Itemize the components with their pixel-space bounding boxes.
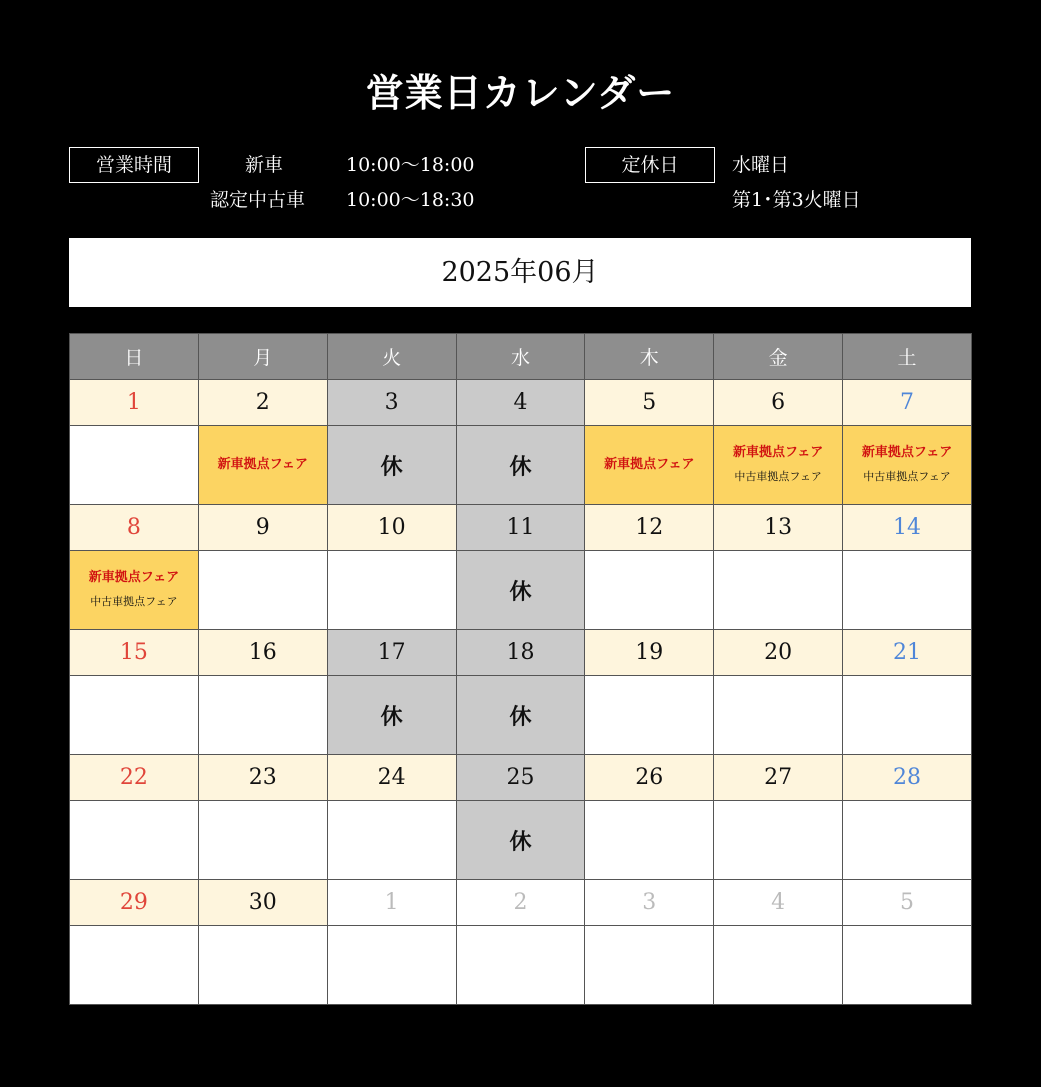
date-cell-thu[interactable]: 12 [585, 505, 714, 551]
date-row [70, 630, 972, 676]
date-cell-mon[interactable]: 16 [198, 630, 327, 676]
event-row [70, 926, 972, 1005]
event-cell-thu[interactable] [585, 676, 714, 755]
date-cell-sun[interactable]: 15 [70, 630, 199, 676]
date-cell-sun[interactable]: 22 [70, 755, 199, 801]
holiday-line-1: 水曜日 [732, 154, 790, 176]
date-cell-mon[interactable]: 30 [198, 880, 327, 926]
month-header: 2025年06月 [69, 238, 971, 307]
date-cell-sun[interactable]: 29 [70, 880, 199, 926]
new-car-fair-label: 新車拠点フェア [861, 445, 953, 460]
date-cell-mon[interactable]: 9 [198, 505, 327, 551]
event-cell-tue[interactable] [327, 926, 456, 1005]
event-cell-thu[interactable] [585, 801, 714, 880]
page-title: 営業日カレンダー [365, 71, 676, 115]
event-cell-thu[interactable] [585, 426, 714, 505]
date-cell-sun[interactable]: 8 [70, 505, 199, 551]
event-cell-sun[interactable] [70, 676, 199, 755]
event-cell-sat[interactable] [843, 801, 972, 880]
weekday-thu: 木 [585, 334, 714, 380]
closed-label: 休 [509, 704, 532, 730]
used-car-fair-label: 中古車拠点フェア [734, 470, 822, 483]
new-car-fair-label: 新車拠点フェア [732, 445, 824, 460]
date-row [70, 505, 972, 551]
hours-used-car-time: 10:00〜18:30 [346, 189, 475, 211]
event-cell-thu[interactable] [585, 926, 714, 1005]
date-cell-thu[interactable]: 19 [585, 630, 714, 676]
event-cell-wed[interactable] [456, 551, 585, 630]
event-cell-mon[interactable] [198, 551, 327, 630]
event-cell-fri[interactable] [714, 426, 843, 505]
date-row [70, 380, 972, 426]
event-cell-tue[interactable] [327, 801, 456, 880]
event-cell-tue[interactable] [327, 426, 456, 505]
event-cell-sun[interactable] [70, 551, 199, 630]
hours-new-car-name: 新車 [245, 154, 284, 176]
date-cell-sat[interactable]: 14 [843, 505, 972, 551]
hours-used-car-name: 認定中古車 [210, 189, 306, 211]
event-cell-fri[interactable] [714, 926, 843, 1005]
date-cell-thu[interactable]: 26 [585, 755, 714, 801]
date-cell-wed[interactable]: 2 [456, 880, 585, 926]
date-cell-tue[interactable]: 10 [327, 505, 456, 551]
weekday-header-row [70, 334, 972, 380]
date-cell-fri[interactable]: 4 [714, 880, 843, 926]
date-cell-mon[interactable]: 23 [198, 755, 327, 801]
event-cell-fri[interactable] [714, 551, 843, 630]
date-cell-tue[interactable]: 24 [327, 755, 456, 801]
date-cell-fri[interactable]: 6 [714, 380, 843, 426]
event-cell-wed[interactable] [456, 801, 585, 880]
event-cell-mon[interactable] [198, 426, 327, 505]
holidays-label: 定休日 [585, 147, 715, 183]
event-cell-fri[interactable] [714, 676, 843, 755]
weekday-wed: 水 [456, 334, 585, 380]
date-cell-sat[interactable]: 7 [843, 380, 972, 426]
date-cell-wed[interactable]: 11 [456, 505, 585, 551]
date-row [70, 755, 972, 801]
weekday-tue: 火 [327, 334, 456, 380]
event-cell-tue[interactable] [327, 551, 456, 630]
calendar-table [69, 333, 972, 1005]
closed-label: 休 [509, 829, 532, 855]
date-cell-thu[interactable]: 5 [585, 380, 714, 426]
new-car-fair-label: 新車拠点フェア [604, 457, 695, 472]
event-cell-mon[interactable] [198, 676, 327, 755]
event-cell-wed[interactable] [456, 676, 585, 755]
date-cell-wed[interactable]: 4 [456, 380, 585, 426]
new-car-fair-label: 新車拠点フェア [88, 570, 180, 585]
event-cell-sun[interactable] [70, 926, 199, 1005]
event-cell-fri[interactable] [714, 801, 843, 880]
event-cell-sat[interactable] [843, 676, 972, 755]
weekday-fri: 金 [714, 334, 843, 380]
event-cell-thu[interactable] [585, 551, 714, 630]
event-cell-tue[interactable] [327, 676, 456, 755]
event-cell-sat[interactable] [843, 426, 972, 505]
used-car-fair-label: 中古車拠点フェア [90, 595, 178, 608]
closed-label: 休 [380, 454, 403, 480]
event-cell-wed[interactable] [456, 926, 585, 1005]
date-cell-wed[interactable]: 18 [456, 630, 585, 676]
event-row [70, 801, 972, 880]
holiday-line-2: 第1･第3火曜日 [732, 189, 861, 211]
date-cell-wed[interactable]: 25 [456, 755, 585, 801]
event-cell-mon[interactable] [198, 926, 327, 1005]
weekday-sat: 土 [843, 334, 972, 380]
event-row [70, 551, 972, 630]
date-cell-mon[interactable]: 2 [198, 380, 327, 426]
date-cell-fri[interactable]: 13 [714, 505, 843, 551]
date-cell-tue[interactable]: 17 [327, 630, 456, 676]
date-cell-tue[interactable]: 1 [327, 880, 456, 926]
event-cell-sat[interactable] [843, 926, 972, 1005]
event-cell-sat[interactable] [843, 551, 972, 630]
date-row [70, 880, 972, 926]
event-cell-sun[interactable] [70, 426, 199, 505]
date-cell-fri[interactable]: 20 [714, 630, 843, 676]
weekday-mon: 月 [198, 334, 327, 380]
closed-label: 休 [509, 579, 532, 605]
date-cell-tue[interactable]: 3 [327, 380, 456, 426]
closed-label: 休 [380, 704, 403, 730]
event-cell-wed[interactable] [456, 426, 585, 505]
date-cell-sat[interactable]: 5 [843, 880, 972, 926]
event-row [70, 676, 972, 755]
event-cell-sun[interactable] [70, 801, 199, 880]
weekday-sun: 日 [70, 334, 199, 380]
closed-label: 休 [509, 454, 532, 480]
used-car-fair-label: 中古車拠点フェア [863, 470, 951, 483]
new-car-fair-label: 新車拠点フェア [217, 457, 308, 472]
date-cell-sat[interactable]: 21 [843, 630, 972, 676]
date-cell-sat[interactable]: 28 [843, 755, 972, 801]
event-cell-mon[interactable] [198, 801, 327, 880]
date-cell-fri[interactable]: 27 [714, 755, 843, 801]
event-row [70, 426, 972, 505]
date-cell-sun[interactable]: 1 [70, 380, 199, 426]
business-hours-label: 営業時間 [69, 147, 199, 183]
hours-new-car-time: 10:00〜18:00 [346, 154, 475, 176]
date-cell-thu[interactable]: 3 [585, 880, 714, 926]
